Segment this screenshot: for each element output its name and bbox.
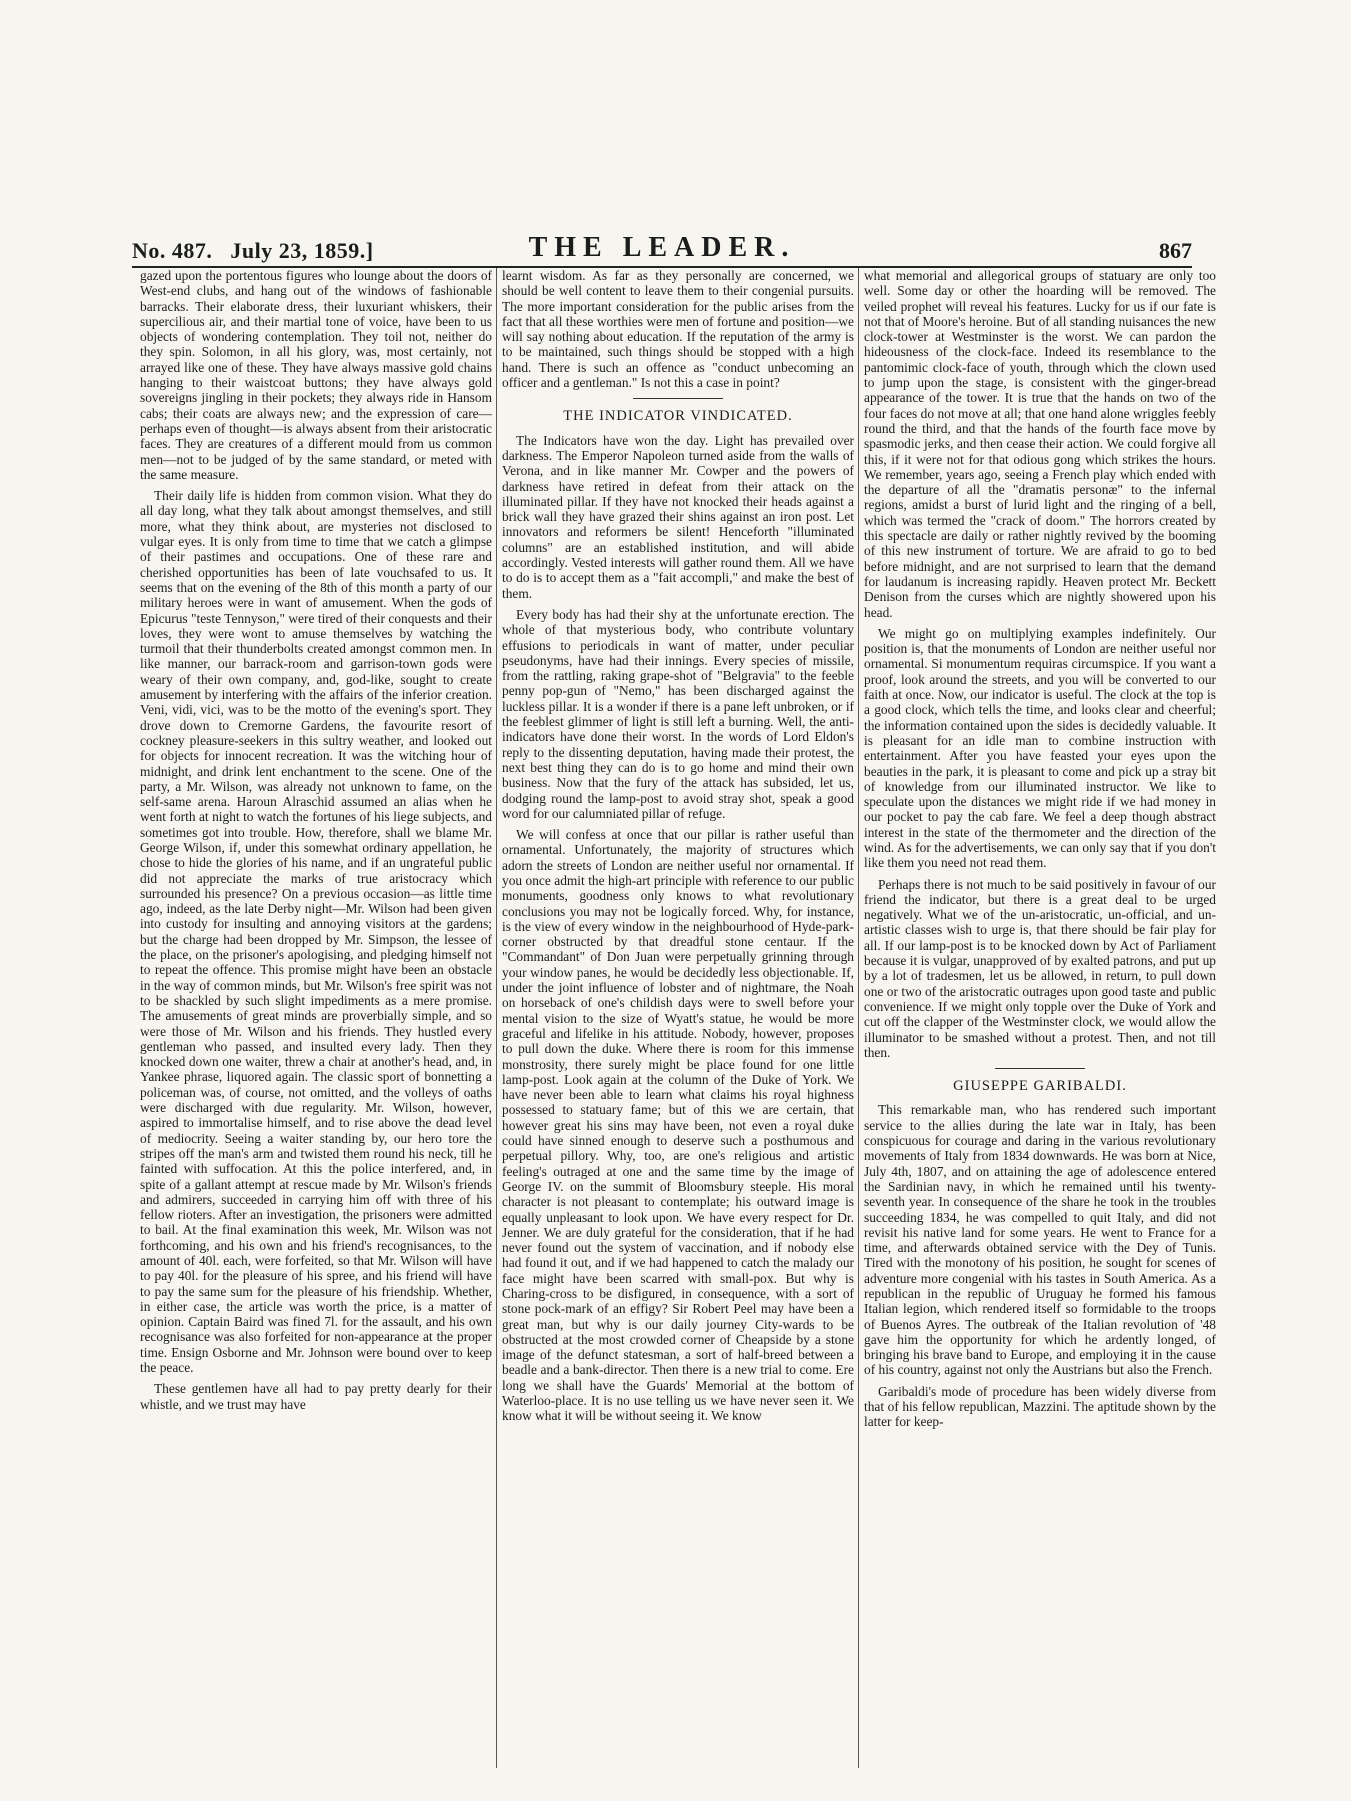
col1-paragraph-1: gazed upon the portentous figures who lounge about the doors of West-end clubs, and hang out of the windows of fashionable barracks. Their elaborate dress, their luxuriant whiskers, their supercilious air, and their martial tone of voice, have been to us objects of wondering contemplation. They toil not, neither do they spin. Solomon, in all his glory, was, most certainly, not arrayed like one of these. They have always massive gold chains hanging to their waistcoat buttons; they have always gold sovereigns jingling in their pockets; they always ride in Hansom cabs; their coats are always new; and the expression of care—perhaps even of thought—is always absent from their aristocratic faces. They are creatures of a different mould from us common men—not to be judged of by the same standard, or meted with the same measure.: [140, 268, 492, 482]
col3-paragraph-5: Garibaldi's mode of procedure has been widely diverse from that of his fellow republican, Mazzini. The aptitude shown by the latter for keep-: [864, 1383, 1216, 1430]
col2-paragraph-1: learnt wisdom. As far as they personally are concerned, we should be well content to leave them to their congenial pursuits. The more important consideration for the public arises from the fact that all these worthies were men of fortune and position—we will say nothing about education. If the reputation of the army is to be maintained, such things should be stopped with a high hand. There is such an offence as "conduct unbecoming an officer and a gentleman." Is not this a case in point?: [502, 268, 854, 391]
article-heading-indicator: THE INDICATOR VINDICATED.: [563, 408, 793, 425]
col2-paragraph-4: We will confess at once that our pillar is rather useful than ornamental. Unfortunately, the majority of structures which adorn the streets of London are neither useful nor ornamental. If you once admit the high-art principle with reference to our public monuments, goodness only knows to what revolutionary conclusions you may not be logically forced. Why, for instance, is the view of every window in the neighbourhood of Hyde-park-corner obstructed by that dreadful stone centaur. If the "Commandant" of Don Juan were perpetually grinning through your window panes, he would be decidedly less objectionable. If, under the joint influence of lobster and of nightmare, the Noah on horseback of one's childish days were to swell before your mental vision to the size of Wyatt's statue, he would be more graceful and lifelike in his attitude. Nobody, however, proposes to pull down the duke. Where there is room for this immense monstrosity, there surely might be place found for one little lamp-post. Look again at the column of the Duke of York. We have never been able to learn what claims his royal highness possessed to statuary fame; but of this we are certain, that however great his sins may have been, not even a royal duke could have sinned enough to deserve such a posthumous and perpetual pillory. Why, too, are one's religious and artistic feeling's outraged at one and the same time by the image of George IV. on the summit of Bloomsbury steeple. His moral character is not pleasant to contemplate; his outward image is equally unpleasant to look upon. We have every respect for Dr. Jenner. We are duly grateful for the consideration, that if he had never found out the system of vaccination, and if nobody else had found it out, and if we had happened to catch the malady our face might have been scarred with small-pox. But why is Charing-cross to be disfigured, in consequence, with a sort of stone pock-mark of an effigy? Sir Robert Peel may have been a great man, but why is our daily journey City-wards to be obstructed at the most crowded corner of Cheapside by a stone image of the defunct statesman, a sort of half-breed between a beadle and a bank-director. Then there is a new trial to come. Ere long we shall have the Guards' Memorial at the bottom of Waterloo-place. It is no use telling us we have never seen it. We know what it will be without seeing it. We know: [502, 827, 854, 1424]
page-number: 867: [1159, 238, 1192, 263]
issue-date-text: July 23, 1859.]: [230, 238, 374, 263]
issue-date: [132, 238, 492, 264]
col1-paragraph-2: Their daily life is hidden from common vision. What they do all day long, what they talk about amongst themselves, and still more, what they think about, are mysteries not disclosed to vulgar eyes. It is only from time to time that we catch a glimpse of their pastimes and occupations. One of these rare and cherished opportunities has been of late vouchsafed to us. It seems that on the evening of the 8th of this month a party of our military heroes were in want of amusement. When the gods of Epicurus "teste Tennyson," were tired of their conquests and their loves, they were wont to amuse themselves by watching the turmoil that their thunderbolts created amongst common men. In like manner, our barrack-room and garrison-town gods were weary of their own company, and, god-like, sought to create amusement by interfering with the affairs of the inferior creation. Veni, vidi, vici, was to be the motto of the evening's sport. They drove down to Cremorne Gardens, the favourite resort of cockney pleasure-seekers in this sultry weather, and looked out for objects for innocent recreation. It was the witching hour of midnight, and drink lent enchantment to the scene. One of the party, a Mr. Wilson, was already not unknown to fame, on the self-same arena. Haroun Alraschid assumed an alias when he went forth at night to watch the fortunes of his liege subjects, and sometimes got into trouble. How, therefore, shall we blame Mr. George Wilson, if, under this somewhat ordinary appellation, he chose to hide the glories of his name, and if an ungrateful public did not appreciate the marks of true aristocracy which surrounded his presence? On a previous occasion—as little time ago, indeed, as the late Derby night—Mr. Wilson had been given into custody for insulting and annoying visitors at the gardens; but the charge had been dropped by Mr. Simpson, the lessee of the place, on the prisoner's apologising, and pledging himself not to repeat the offence. This promise might have been an obstacle in the way of common minds, but Mr. Wilson's free spirit was not to be shackled by such slight impediments as a mere promise. The amusements of great minds are proverbially simple, and so were those of Mr. Wilson and his friends. They hustled every gentleman who passed, and insulted every lady. Then they knocked down one waiter, threw a chair at another's head, and, in Yankee phrase, liquored again. The classic sport of bonnetting a policeman was, of course, not omitted, and the volleys of oaths were discharged with due regularity. Mr. Wilson, however, aspired to immortalise himself, and to rise above the dead level of mediocrity. Seeing a waiter standing by, our hero tore the stripes off the man's arm and twisted them round his neck, till he fainted with suffocation. At this the police interfered, and, in spite of a gallant attempt at rescue made by Mr. Wilson's friends and admirers, succeeded in carrying him off with three of his fellow rioters. After an investigation, the prisoners were admitted to bail. At the final examination this week, Mr. Wilson was not forthcoming, and his own and his friend's recognisances, to the amount of 40l. each, were forfeited, so that Mr. Wilson will have to pay 40l. for the pleasure of his spree, and his friend will have to pay the same sum for the pleasure of his friendship. Whether, in either case, the article was worth the price, is a matter of opinion. Captain Baird was fined 7l. for the assault, and his own recognisance was also forfeited for non-appearance at the proper time. Ensign Osborne and Mr. Johnson were bound over to keep the peace.: [140, 488, 492, 1376]
article-heading-garibaldi: GIUSEPPE GARIBALDI.: [953, 1078, 1127, 1095]
newspaper-title: THE LEADER.: [528, 232, 796, 263]
col3-paragraph-3: Perhaps there is not much to be said positively in favour of our friend the indicator, but there is a great deal to be urged negatively. What we of the un-aristocratic, un-official, and un-artistic classes wish to urge is, that there should be fair play for all. If our lamp-post is to be knocked down by Act of Parliament because it is vulgar, unapproved of by exalted patrons, and put up by a lot of tradesmen, let us be allowed, in return, to pull down one or two of the aristocratic outrages upon good taste and public convenience. If we might only topple over the Duke of York and cut off the clapper of the Westminster clock, we would allow the illuminator to be smashed without a protest. Then, and not till then.: [864, 876, 1216, 1060]
column-2: [502, 268, 854, 1768]
column-1: [140, 268, 492, 1768]
col1-paragraph-3: These gentlemen have all had to pay pretty dearly for their whistle, and we trust may have: [140, 1381, 492, 1412]
issue-number: No. 487.: [132, 238, 213, 263]
col2-paragraph-2: The Indicators have won the day. Light has prevailed over darkness. The Emperor Napoleon turned aside from the walls of Verona, and in like manner Mr. Cowper and the powers of darkness have retired in defeat from their attack on the illuminated pillar. If they have not knocked their heads against a brick wall they have grazed their shins against an iron post. Let innovators and reformers be silent! Henceforth "illuminated columns" are an established institution, and will abide accordingly. Vested interests will gather round them. All we have to do is to accept them as a "fait accompli," and make the best of them.: [502, 432, 854, 601]
section-rule-2: [995, 1068, 1085, 1069]
col3-paragraph-2: We might go on multiplying examples indefinitely. Our position is, that the monuments of London are neither useful nor ornamental. Si monumentum requiras circumspice. If you want a proof, look around the streets, and you will be converted to our faith at once. Now, our indicator is useful. The clock at the top is a good clock, which tells the time, and looks clear and cheerful; the information contained upon the sides is decidedly valuable. It is pleasant for an idle man to combine instruction with entertainment. After you have feasted your eyes upon the beauties in the park, it is pleasant to come and pick up a stray bit of knowledge from our illuminated instructor. We like to speculate upon the distances we might ride if we had money in our pocket to pay the cab fare. We feel a deep though abstract interest in the state of the thermometer and the direction of the wind. As for the advertisements, we can only say that if you don't like them you need not read them.: [864, 625, 1216, 871]
column-3: [864, 268, 1216, 1768]
column-divider-2: [858, 268, 859, 1768]
column-divider-1: [496, 268, 497, 1768]
col3-paragraph-4: This remarkable man, who has rendered such important service to the allies during the late war in Italy, has been conspicuous for courage and daring in the various revolutionary movements of Italy from 1834 downwards. He was born at Nice, July 4th, 1807, and on attaining the age of adolescence entered the Sardinian navy, in which he remained until his twenty-seventh year. In consequence of the share he took in the troubles succeeding 1834, he was compelled to quit Italy, and did not revisit his native land for some years. He went to France for a time, and afterwards obtained service with the Dey of Tunis. Tired with the monotony of his position, he sought for scenes of adventure more congenial with his tastes in South America. As a republican in the republic of Uruguay he formed his famous Italian legion, which rendered itself so formidable to the troops of Buenos Ayres. The outbreak of the Italian revolution of '48 gave him the opportunity for which he ardently longed, of bringing his brave band to Europe, and employing it in the cause of his country, against not only the Austrians but also the French.: [864, 1102, 1216, 1378]
section-rule: [633, 398, 723, 399]
masthead: [132, 230, 1192, 264]
col2-paragraph-3: Every body has had their shy at the unfortunate erection. The whole of that mysterious body, who contribute voluntary effusions to periodicals in want of matter, under peculiar pseudonyms, have had their innings. Every species of missile, from the rattling, raking grape-shot of "Belgravia" to the feeble penny pop-gun of "Nemo," has been discharged against the luckless pillar. It is a wonder if there is a pane left unbroken, or if the feeblest glimmer of light is still left a burning. Well, the anti-indicators have done their worst. In the words of Lord Eldon's reply to the dissenting deputation, having made their protest, the next best thing they can do is to go home and mind their own business. Now that the fury of the attack has subsided, let us, dodging round the lamp-post to avoid stray shot, speak a good word for our calumniated pillar of refuge.: [502, 606, 854, 821]
col3-paragraph-1: what memorial and allegorical groups of statuary are only too well. Some day or other the hoarding will be removed. The veiled prophet will reveal his features. Lucky for us if our fate is not that of Moore's heroine. But of all standing nuisances the new clock-tower at Westminster is the worst. We can pardon the hideousness of the clock-face. Indeed its resemblance to the pantomimic clock-face of youth, through which the clown used to jump upon the stage, is consistent with the ginger-bread appearance of the tower. It is true that the hands on two of the four faces do not move at all; that one hand alone wriggles feebly round the third, and that the hands of the fourth face move by spasmodic jerks, and then cease their action. We could forgive all this, if it were not for that odious gong which strikes the hours. We remember, years ago, seeing a French play which ended with the departure of all the "dramatis personæ" to the infernal regions, amidst a burst of lurid light and the ringing of a bell, which was termed the "crack of doom." The horrors created by this spectacle are daily or rather nightly revived by the booming of this new instrument of torture. We are afraid to go to bed before midnight, and are not surprised to learn that the demand for laudanum is increasing rapidly. Heaven protect Mr. Beckett Denison from the curses which are nightly showered upon his head.: [864, 268, 1216, 620]
